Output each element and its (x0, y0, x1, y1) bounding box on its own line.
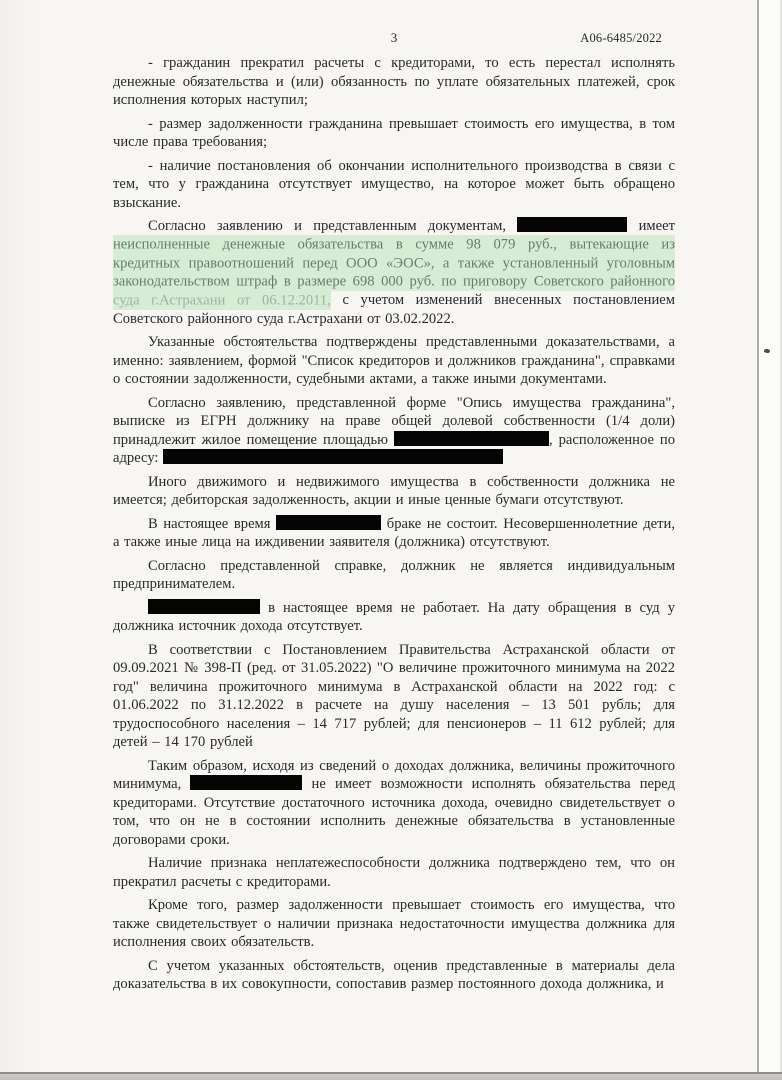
paragraph-text: браке не состоит. Несовершеннолетние дети, а также иные лица на иждивении заявителя (должника) отсутствуют. (113, 515, 675, 550)
paragraph-property (113, 394, 675, 468)
paragraph-debt-summary (113, 217, 675, 328)
paragraph-text: Согласно заявлению, представленной форме "Опись имущества гражданина", выписке из ЕГРН должнику на праве общей долевой собственности (1/4 доли) принадлежит жилое помещение площадью (113, 394, 675, 448)
paragraph-text: Наличие признака неплатежеспособности должника подтверждено тем, что он прекратил расчеты с кредиторами. (113, 855, 675, 890)
document-header (113, 30, 675, 46)
redaction-bar (163, 449, 503, 464)
paragraph-debt-exceeds-assets (113, 896, 675, 952)
paragraph-evidence (113, 333, 675, 389)
paragraph-text: с учетом изменений внесенных постановлением Советского районного суда г.Астрахани от 03.02.2022. (113, 292, 675, 327)
scan-edge-bottom (0, 1072, 782, 1080)
scan-edge-right-area (759, 0, 782, 1080)
redaction-bar (276, 515, 381, 530)
paragraph-text: Согласно представленной справке, должник не является индивидуальным предпринимателем. (113, 557, 675, 592)
paragraph-insolvency-sign-2 (113, 115, 675, 152)
paragraph-insolvency-confirmed (113, 854, 675, 891)
paragraph-employment (113, 599, 675, 636)
paragraph-text: В соответствии с Постановлением Правительства Астраханской области от 09.09.2021 № 398-П (ред. от 31.05.2022) "О величине прожиточного минимума на 2022 год" величина прожиточного минимума в Астраханской области на 2022 год: с 01.06.2022 по 31.12.2022 в расчете на душу населения – 13 501 рубль; для трудоспособного населения – 14 717 рублей; для пенсионеров – 11 612 рублей; для детей – 14 170 рублей (113, 641, 675, 750)
page-number: 3 (390, 30, 398, 45)
paragraph-insolvency-sign-3 (113, 157, 675, 213)
paragraph-text: , расположенное по адресу: (113, 431, 676, 466)
paragraph-text: С учетом указанных обстоятельств, оценив представленные в материалы дела доказательства в их совокупности, сопоставив размер постоянного дохода должника, и (113, 957, 675, 992)
paragraph-text: - гражданин прекратил расчеты с кредиторами, то есть перестал исполнять денежные обязательства и (или) обязанность по уплате обязательных платежей, срок исполнения которых наступил; (113, 55, 675, 108)
paragraph-text: имеет (627, 218, 675, 234)
paragraph-text: Кроме того, размер задолженности превышает стоимость его имущества, что также свидетельствует о наличии признака недостаточности имущества должника для исполнения своих обязательств. (113, 897, 675, 950)
paragraph-not-entrepreneur (113, 557, 675, 594)
paragraph-insolvency-sign-1 (113, 54, 675, 110)
paragraph-final-assessment (113, 957, 675, 994)
paragraph-no-other-property (113, 473, 675, 510)
paragraph-text: Согласно заявлению и представленным документам, (148, 218, 518, 234)
redaction-bar (394, 431, 549, 446)
paragraph-text: не имеет возможности исполнять обязательства перед кредиторами. Отсутствие достаточного источника дохода, очевидно свидетельствует о том, что он не в состоянии исполнить денежные обязательства в установленные договорами сроки. (113, 776, 675, 848)
case-number: А06-6485/2022 (580, 31, 662, 45)
document-content (113, 30, 675, 999)
paragraph-living-wage (113, 641, 675, 752)
paragraph-text: в настоящее время не работает. На дату обращения в суд у должника источник дохода отсутствует. (113, 599, 675, 634)
redaction-bar (517, 217, 627, 232)
redaction-bar (148, 599, 260, 614)
paragraph-text: - размер задолженности гражданина превышает стоимость его имущества, в том числе права требования; (113, 115, 675, 150)
paragraph-marital-status (113, 515, 675, 552)
paragraph-conclusion-income (113, 757, 675, 850)
paragraph-text: Таким образом, исходя из сведений о доходах должника, величины прожиточного минимума, (113, 757, 675, 792)
paragraph-text: - наличие постановления об окончании исполнительного производства в связи с тем, что у гражданина отсутствует имущество, на которое может быть обращено взыскание. (113, 157, 675, 211)
paragraph-text: Иного движимого и недвижимого имущества в собственности должника не имеется; дебиторская задолженность, акции и иные ценные бумаги отсутствуют. (113, 473, 675, 508)
highlighted-text-faded: суда г.Астрахани от 06.12.2011, (113, 292, 331, 308)
highlighted-text: неисполненные денежные обязательства в сумме 98 079 руб., вытекающие из кредитных правоотношений перед ООО «ЭОС», а также установленный уголовным законодательством штраф в размере 698 000 руб. по приговору Советского районного (113, 236, 675, 290)
scan-edge-right-line (757, 0, 759, 1080)
paragraph-text: Указанные обстоятельства подтверждены представленными доказательствами, а именно: заявлением, формой "Список кредиторов и должников гражданина", справками о состоянии задолженности, судебными актами, а также иными документами. (113, 334, 675, 387)
redaction-bar (190, 775, 302, 790)
paragraph-text: В настоящее время (148, 515, 277, 532)
